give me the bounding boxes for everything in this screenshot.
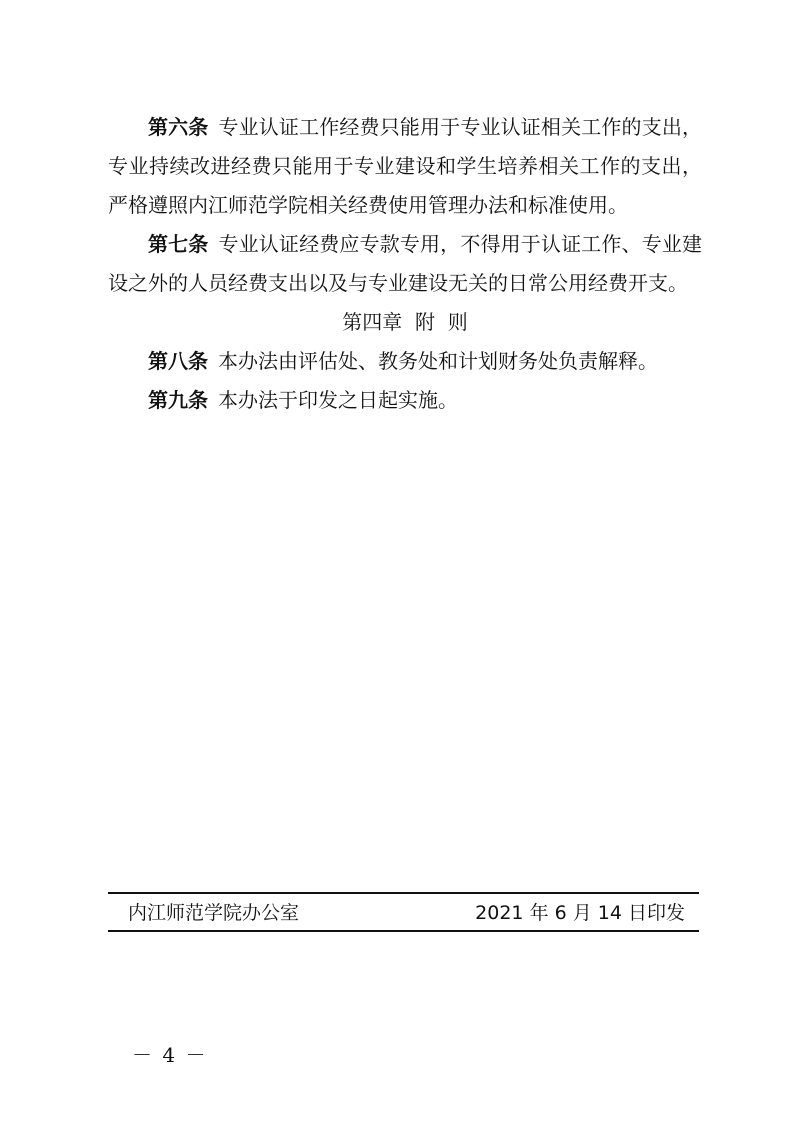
issuance-footer	[108, 892, 699, 932]
chapter-heading: 第四章 附 则	[342, 310, 468, 334]
article-6	[108, 108, 702, 225]
article-9	[108, 381, 702, 420]
article-number: 第九条	[148, 388, 208, 412]
article-8	[108, 342, 702, 381]
article-text: 专业认证经费应专款专用，不得用于认证工作、专业建设之外的人员经费支出以及与专业建设无关的日常公用经费开支。	[108, 232, 703, 295]
article-text: 本办法于印发之日起实施。	[218, 388, 458, 412]
page-number: － 4 －	[132, 1043, 208, 1067]
article-text: 本办法由评估处、教务处和计划财务处负责解释。	[218, 349, 658, 373]
article-7	[108, 225, 702, 303]
article-number: 第八条	[148, 349, 208, 373]
article-number: 第六条	[148, 115, 209, 139]
document-body	[108, 108, 702, 420]
issuer-name: 内江师范学院办公室	[128, 902, 300, 924]
article-number: 第七条	[148, 232, 209, 256]
issue-date: 2021 年 6 月 14 日印发	[475, 902, 685, 924]
article-text: 专业认证工作经费只能用于专业认证相关工作的支出，专业持续改进经费只能用于专业建设和学生培养相关工作的支出，严格遵照内江师范学院相关经费使用管理办法和标准使用。	[108, 115, 703, 217]
